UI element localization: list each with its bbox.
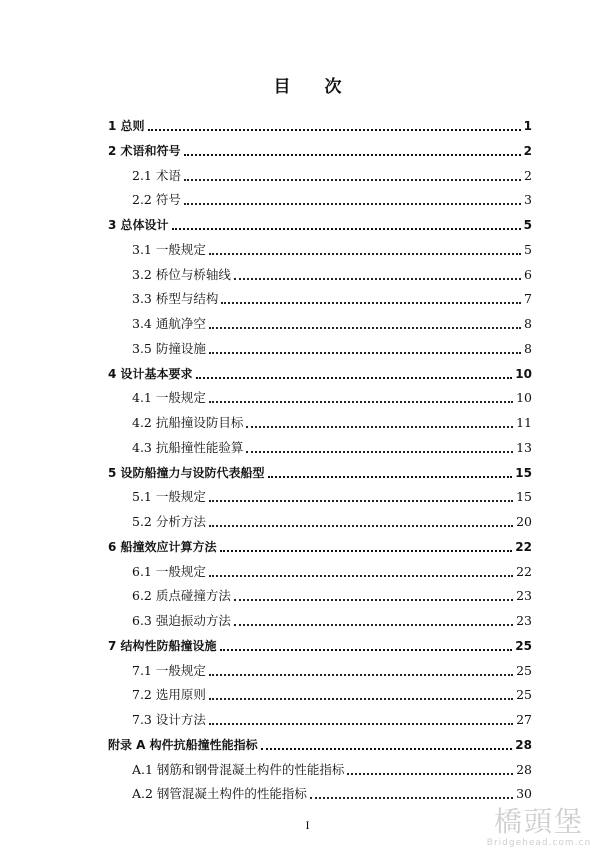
dot-leader [184,178,521,181]
toc-entry-page: 28 [516,761,532,777]
toc-entry-section[interactable] [108,436,532,456]
toc-entry-chapter[interactable] [108,535,532,555]
toc-entry-page: 11 [516,415,532,430]
toc-entry-section[interactable] [108,411,532,431]
toc-entry-page: 20 [516,514,532,529]
toc-entry-section[interactable] [108,164,532,184]
toc-entry-label: 3.2 桥位与桥轴线 [132,266,231,282]
toc-entry-page: 28 [515,737,532,752]
page-number: I [305,818,310,832]
toc-entry-label: 3.1 一般规定 [132,241,206,257]
dot-leader [209,400,513,403]
toc-entry-label: 5 设防船撞力与设防代表船型 [108,465,265,480]
dot-leader [209,252,521,255]
dot-leader [268,475,513,478]
toc-entry-page: 25 [515,638,532,653]
toc-entry-page: 8 [524,316,532,331]
toc-entry-label: 6.3 强迫振动方法 [132,613,231,628]
toc-entry-section[interactable] [108,263,532,283]
toc-entry-label: 1 总则 [108,119,145,133]
dot-leader [209,697,513,700]
toc-entry-section[interactable] [108,584,532,604]
dot-leader [196,376,513,379]
dot-leader [209,673,513,676]
toc-entry-section[interactable] [108,782,532,802]
dot-leader [246,450,513,453]
toc-entry-page: 23 [516,588,532,604]
toc-entry-label: 6.2 质点碰撞方法 [132,588,231,604]
toc-entry-section[interactable] [108,683,532,703]
toc-entry-chapter[interactable] [108,139,532,159]
toc-entry-page: 7 [524,291,532,307]
toc-entry-section[interactable] [108,287,532,307]
toc-entry-label: 4 设计基本要求 [108,366,193,381]
dot-leader [184,202,521,205]
toc-entry-label: 7 结构性防船撞设施 [108,638,217,653]
dot-leader [209,574,513,577]
dot-leader [221,301,521,304]
dot-leader [220,549,513,552]
toc-entry-page: 25 [516,662,532,678]
toc-entry-label: 5.1 一般规定 [132,489,206,505]
toc-entry-chapter[interactable] [108,213,532,233]
toc-entry-page: 23 [516,613,532,628]
toc-entry-page: 30 [516,786,532,802]
toc-entry-section[interactable] [108,386,532,406]
toc-entry-chapter[interactable] [108,362,532,382]
toc-entry-section[interactable] [108,758,532,778]
toc-entry-page: 3 [524,192,532,208]
toc-entry-label: 5.2 分析方法 [132,514,206,529]
toc-entry-section[interactable] [108,659,532,679]
toc-entry-label: 4.1 一般规定 [132,390,206,406]
dot-leader [209,722,513,725]
toc-entry-label: 3.5 防撞设施 [132,340,206,356]
dot-leader [261,747,513,750]
toc-entry-page: 22 [516,563,532,579]
watermark-logo: 橋頭堡 [493,805,584,838]
toc-entry-page: 15 [515,465,532,480]
toc-entry-label: 附录 A 构件抗船撞性能指标 [108,737,258,752]
toc-entry-page: 15 [516,489,532,505]
toc-entry-label: 2.2 符号 [132,192,181,208]
dot-leader [172,227,521,230]
dot-leader [209,524,513,527]
toc-entry-page: 10 [515,366,532,381]
toc-entry-label: 4.2 抗船撞设防目标 [132,415,244,430]
dot-leader [184,153,521,156]
toc-entry-label: 2 术语和符号 [108,143,181,158]
dot-leader [209,499,513,502]
toc-entry-section[interactable] [108,510,532,530]
toc-entry-page: 6 [524,266,532,282]
dot-leader [246,425,513,428]
toc-entry-page: 1 [523,119,532,133]
toc-entry-chapter[interactable] [108,114,532,134]
toc-entry-section[interactable] [108,337,532,357]
dot-leader [310,796,513,799]
toc-entry-section[interactable] [108,485,532,505]
toc-entry-label: 7.1 一般规定 [132,662,206,678]
toc-entry-page: 10 [516,390,532,406]
toc-entry-label: A.2 钢管混凝土构件的性能指标 [132,786,307,802]
toc-entry-label: A.1 钢筋和钢骨混凝土构件的性能指标 [132,761,345,777]
toc-entry-page: 2 [524,167,532,183]
toc-entry-chapter[interactable] [108,461,532,481]
watermark-url: Bridgehead.com.cn [486,838,592,848]
dot-leader [234,598,513,601]
toc-entry-label: 4.3 抗船撞性能验算 [132,439,244,455]
toc-entry-chapter[interactable] [108,733,532,753]
toc-entry-label: 6 船撞效应计算方法 [108,539,217,554]
toc-entry-page: 5 [523,218,532,232]
watermark [479,806,599,854]
toc-entry-label: 3.3 桥型与结构 [132,291,219,307]
toc-entry-label: 3 总体设计 [108,218,169,232]
toc-entry-section[interactable] [108,188,532,208]
page-title: 目 次 [273,77,356,97]
toc-entry-label: 7.2 选用原则 [132,687,206,703]
dot-leader [148,128,521,131]
toc-entry-page: 25 [516,687,532,703]
dot-leader [220,648,513,651]
toc-entry-chapter[interactable] [108,634,532,654]
toc-entry-label: 6.1 一般规定 [132,563,206,579]
toc-entry-page: 13 [516,439,532,455]
toc-entry-section[interactable] [108,238,532,258]
toc-entry-page: 8 [524,340,532,356]
toc-entry-section[interactable] [108,312,532,332]
toc-entry-page: 2 [523,143,532,158]
dot-leader [209,351,521,354]
dot-leader [209,326,521,329]
dot-leader [234,623,513,626]
dot-leader [347,772,513,775]
toc-entry-section[interactable] [108,560,532,580]
toc-entry-label: 2.1 术语 [132,167,181,183]
dot-leader [234,277,521,280]
toc-entry-page: 27 [516,712,532,727]
toc-entry-label: 7.3 设计方法 [132,712,206,727]
toc-entry-label: 3.4 通航净空 [132,316,206,331]
toc-entry-section[interactable] [108,708,532,728]
toc-entry-section[interactable] [108,609,532,629]
toc-entry-page: 5 [524,241,532,257]
toc-entry-page: 22 [515,539,532,554]
